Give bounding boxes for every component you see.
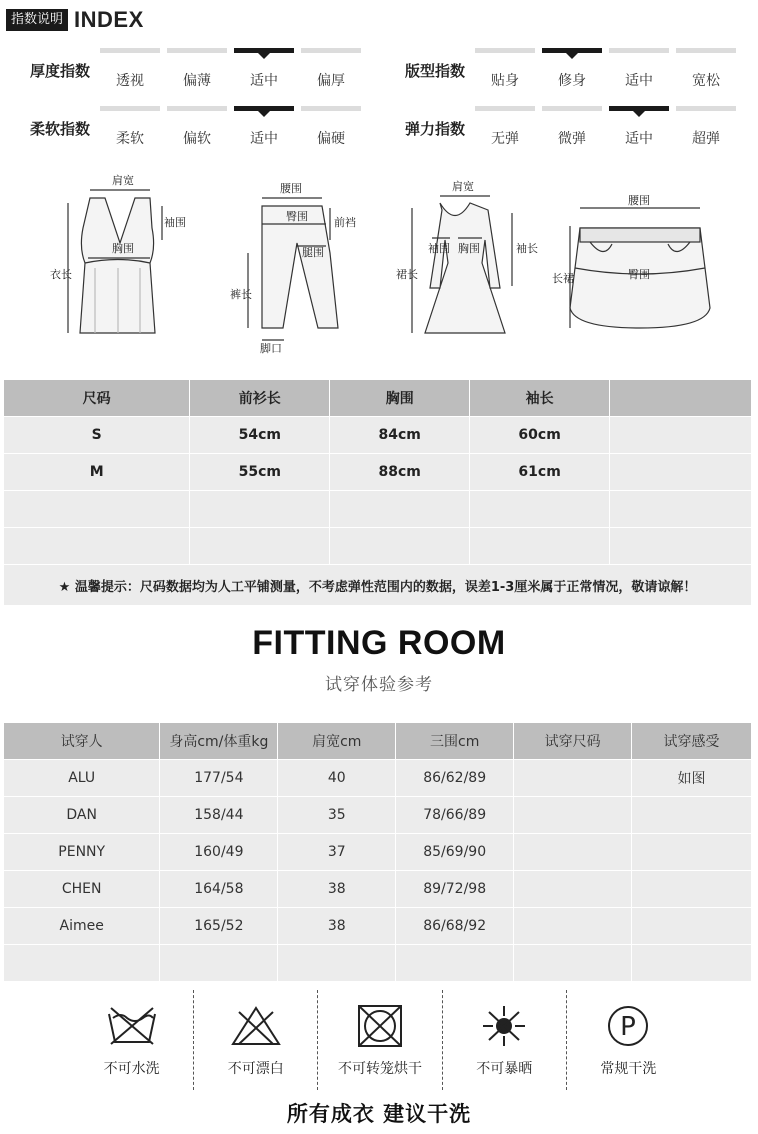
fitting-cell: CHEN — [4, 871, 160, 908]
fitting-header-cell: 试穿尺码 — [514, 723, 632, 760]
fig-pants-thigh: 腿围 — [302, 246, 324, 259]
size-cell: 88cm — [330, 454, 470, 491]
fitting-cell — [632, 797, 752, 834]
size-cell: S — [4, 417, 190, 454]
fitting-cell — [4, 945, 160, 982]
fitting-header-cell: 身高cm/体重kg — [160, 723, 278, 760]
fitting-header-cell: 试穿人 — [4, 723, 160, 760]
fitting-cell: Aimee — [4, 908, 160, 945]
size-cell: 60cm — [470, 417, 610, 454]
svg-text:P: P — [620, 1012, 637, 1042]
fitting-title: FITTING ROOM — [252, 624, 506, 662]
fig-dress-length: 裙长 — [396, 268, 418, 281]
size-cell: 84cm — [330, 417, 470, 454]
index-option: 微弹 — [542, 106, 602, 150]
size-table-row — [4, 528, 752, 565]
fitting-cell: 158/44 — [160, 797, 278, 834]
index-softness — [30, 106, 370, 150]
care-label: 不可暴晒 — [476, 1061, 533, 1077]
no-bleach-icon — [229, 1004, 283, 1048]
size-cell — [610, 417, 752, 454]
size-table — [4, 380, 752, 606]
fitting-cell: 164/58 — [160, 871, 278, 908]
size-table-row — [4, 454, 752, 491]
fitting-cell: 如图 — [632, 760, 752, 797]
index-thickness — [30, 48, 370, 92]
fitting-table-row — [4, 797, 752, 834]
size-note: ★ 温馨提示：尺码数据均为人工平铺测量，不考虑弹性范围内的数据，误差1-3厘米属于正常情况，敬请谅解！ — [4, 565, 752, 606]
size-cell — [4, 491, 190, 528]
size-cell — [610, 491, 752, 528]
size-cell — [330, 528, 470, 565]
fig-skirt-hip: 臀围 — [628, 268, 650, 281]
fitting-cell — [514, 945, 632, 982]
fig-dress-chest: 胸围 — [458, 242, 480, 255]
fitting-cell — [514, 908, 632, 945]
fitting-cell: 160/49 — [160, 834, 278, 871]
fitting-table-row — [4, 908, 752, 945]
size-cell — [4, 528, 190, 565]
index-label: 柔软指数 — [30, 120, 91, 138]
fig-skirt-waist: 腰围 — [628, 194, 650, 207]
size-cell: 61cm — [470, 454, 610, 491]
fig-dress-shoulder: 肩宽 — [452, 180, 474, 193]
care-item-no-tumble-dry — [317, 990, 441, 1090]
index-option: 偏薄 — [167, 48, 227, 92]
fitting-cell: 86/62/89 — [396, 760, 514, 797]
fig-top-armhole: 袖围 — [164, 216, 186, 229]
fitting-cell: 86/68/92 — [396, 908, 514, 945]
index-option: 透视 — [100, 48, 160, 92]
size-cell — [470, 491, 610, 528]
care-instructions — [70, 990, 690, 1090]
size-cell — [610, 454, 752, 491]
fitting-cell — [632, 908, 752, 945]
index-option: 宽松 — [676, 48, 736, 92]
fig-pants-inseam: 裤长 — [230, 288, 252, 301]
fitting-cell — [514, 760, 632, 797]
fitting-cell — [632, 871, 752, 908]
fitting-cell: 78/66/89 — [396, 797, 514, 834]
index-title: INDEX — [74, 7, 144, 32]
no-sun-dry-icon — [477, 1004, 531, 1048]
size-header-cell: 前衫长 — [190, 380, 330, 417]
fitting-cell: 40 — [278, 760, 396, 797]
fitting-table-row — [4, 834, 752, 871]
index-elasticity — [405, 106, 745, 150]
fitting-cell: 85/69/90 — [396, 834, 514, 871]
care-item-no-wash — [70, 990, 193, 1090]
size-header-cell: 胸围 — [330, 380, 470, 417]
care-item-no-bleach — [193, 990, 317, 1090]
index-option-selected: 修身 — [542, 48, 602, 92]
size-cell — [330, 491, 470, 528]
fitting-cell: 37 — [278, 834, 396, 871]
index-option-selected: 适中 — [609, 106, 669, 150]
fitting-cell: 89/72/98 — [396, 871, 514, 908]
fitting-header-cell: 肩宽cm — [278, 723, 396, 760]
fitting-cell — [514, 797, 632, 834]
fitting-cell: 177/54 — [160, 760, 278, 797]
fig-dress-sleeve: 袖长 — [516, 242, 538, 255]
size-note-row — [4, 565, 752, 606]
care-label: 常规干洗 — [600, 1061, 657, 1077]
no-wash-icon — [105, 1004, 159, 1048]
size-table-row — [4, 491, 752, 528]
index-option: 贴身 — [475, 48, 535, 92]
index-option-selected: 适中 — [234, 106, 294, 150]
fig-top-chest: 胸围 — [112, 242, 134, 255]
size-header-cell — [610, 380, 752, 417]
fitting-cell: 165/52 — [160, 908, 278, 945]
fig-top-length: 衣长 — [50, 268, 72, 281]
size-cell — [470, 528, 610, 565]
size-cell: M — [4, 454, 190, 491]
size-table-header — [4, 380, 752, 417]
fitting-table-row — [4, 945, 752, 982]
fitting-table-row — [4, 871, 752, 908]
size-cell: 55cm — [190, 454, 330, 491]
index-option: 柔软 — [100, 106, 160, 150]
index-label: 版型指数 — [405, 62, 466, 80]
fitting-table-header — [4, 723, 752, 760]
size-cell: 54cm — [190, 417, 330, 454]
fig-pants-hip: 臀围 — [286, 210, 308, 223]
size-cell — [610, 528, 752, 565]
index-option-selected: 适中 — [234, 48, 294, 92]
fitting-cell: 38 — [278, 908, 396, 945]
fitting-cell — [632, 945, 752, 982]
index-tag: 指数说明 — [6, 9, 68, 31]
fitting-cell: 35 — [278, 797, 396, 834]
fitting-cell — [160, 945, 278, 982]
index-option: 无弹 — [475, 106, 535, 150]
index-option: 偏软 — [167, 106, 227, 150]
size-cell — [190, 491, 330, 528]
index-option: 偏硬 — [301, 106, 361, 150]
fitting-cell — [514, 871, 632, 908]
fitting-cell — [632, 834, 752, 871]
fitting-header-cell: 试穿感受 — [632, 723, 752, 760]
fig-pants-hem: 脚口 — [260, 342, 282, 355]
size-cell — [190, 528, 330, 565]
tank-top-figure — [68, 190, 162, 333]
index-header — [6, 6, 144, 34]
size-table-row — [4, 417, 752, 454]
fitting-cell: DAN — [4, 797, 160, 834]
care-item-dry-clean — [566, 990, 690, 1090]
fitting-table-row — [4, 760, 752, 797]
dress-figure — [412, 196, 512, 333]
measurement-figures — [0, 168, 758, 358]
no-tumble-dry-icon — [353, 1004, 407, 1048]
care-label: 不可水洗 — [103, 1061, 160, 1077]
care-label: 不可漂白 — [227, 1061, 284, 1077]
fitting-subtitle: 试穿体验参考 — [325, 675, 433, 695]
size-header-cell: 尺码 — [4, 380, 190, 417]
size-header-cell: 袖长 — [470, 380, 610, 417]
dry-clean-icon — [601, 1004, 655, 1048]
fitting-cell: ALU — [4, 760, 160, 797]
index-option: 偏厚 — [301, 48, 361, 92]
care-label: 不可转笼烘干 — [338, 1061, 422, 1077]
index-option: 超弹 — [676, 106, 736, 150]
index-label: 厚度指数 — [30, 62, 91, 80]
index-option: 适中 — [609, 48, 669, 92]
fig-top-shoulder: 肩宽 — [112, 174, 134, 187]
fig-dress-armhole: 袖围 — [428, 242, 450, 255]
fitting-cell — [396, 945, 514, 982]
fig-pants-waist: 腰围 — [280, 182, 302, 195]
fitting-table — [4, 723, 752, 982]
fig-pants-rise: 前裆 — [334, 216, 356, 229]
fig-skirt-length: 长裙 — [552, 272, 574, 285]
fitting-cell: PENNY — [4, 834, 160, 871]
fitting-cell — [278, 945, 396, 982]
care-footer: 所有成衣 建议干洗 — [286, 1102, 472, 1126]
fitting-header-cell: 三围cm — [396, 723, 514, 760]
fitting-cell: 38 — [278, 871, 396, 908]
fitting-cell — [514, 834, 632, 871]
care-item-no-sun-dry — [442, 990, 566, 1090]
index-label: 弹力指数 — [405, 120, 466, 138]
index-fit — [405, 48, 745, 92]
